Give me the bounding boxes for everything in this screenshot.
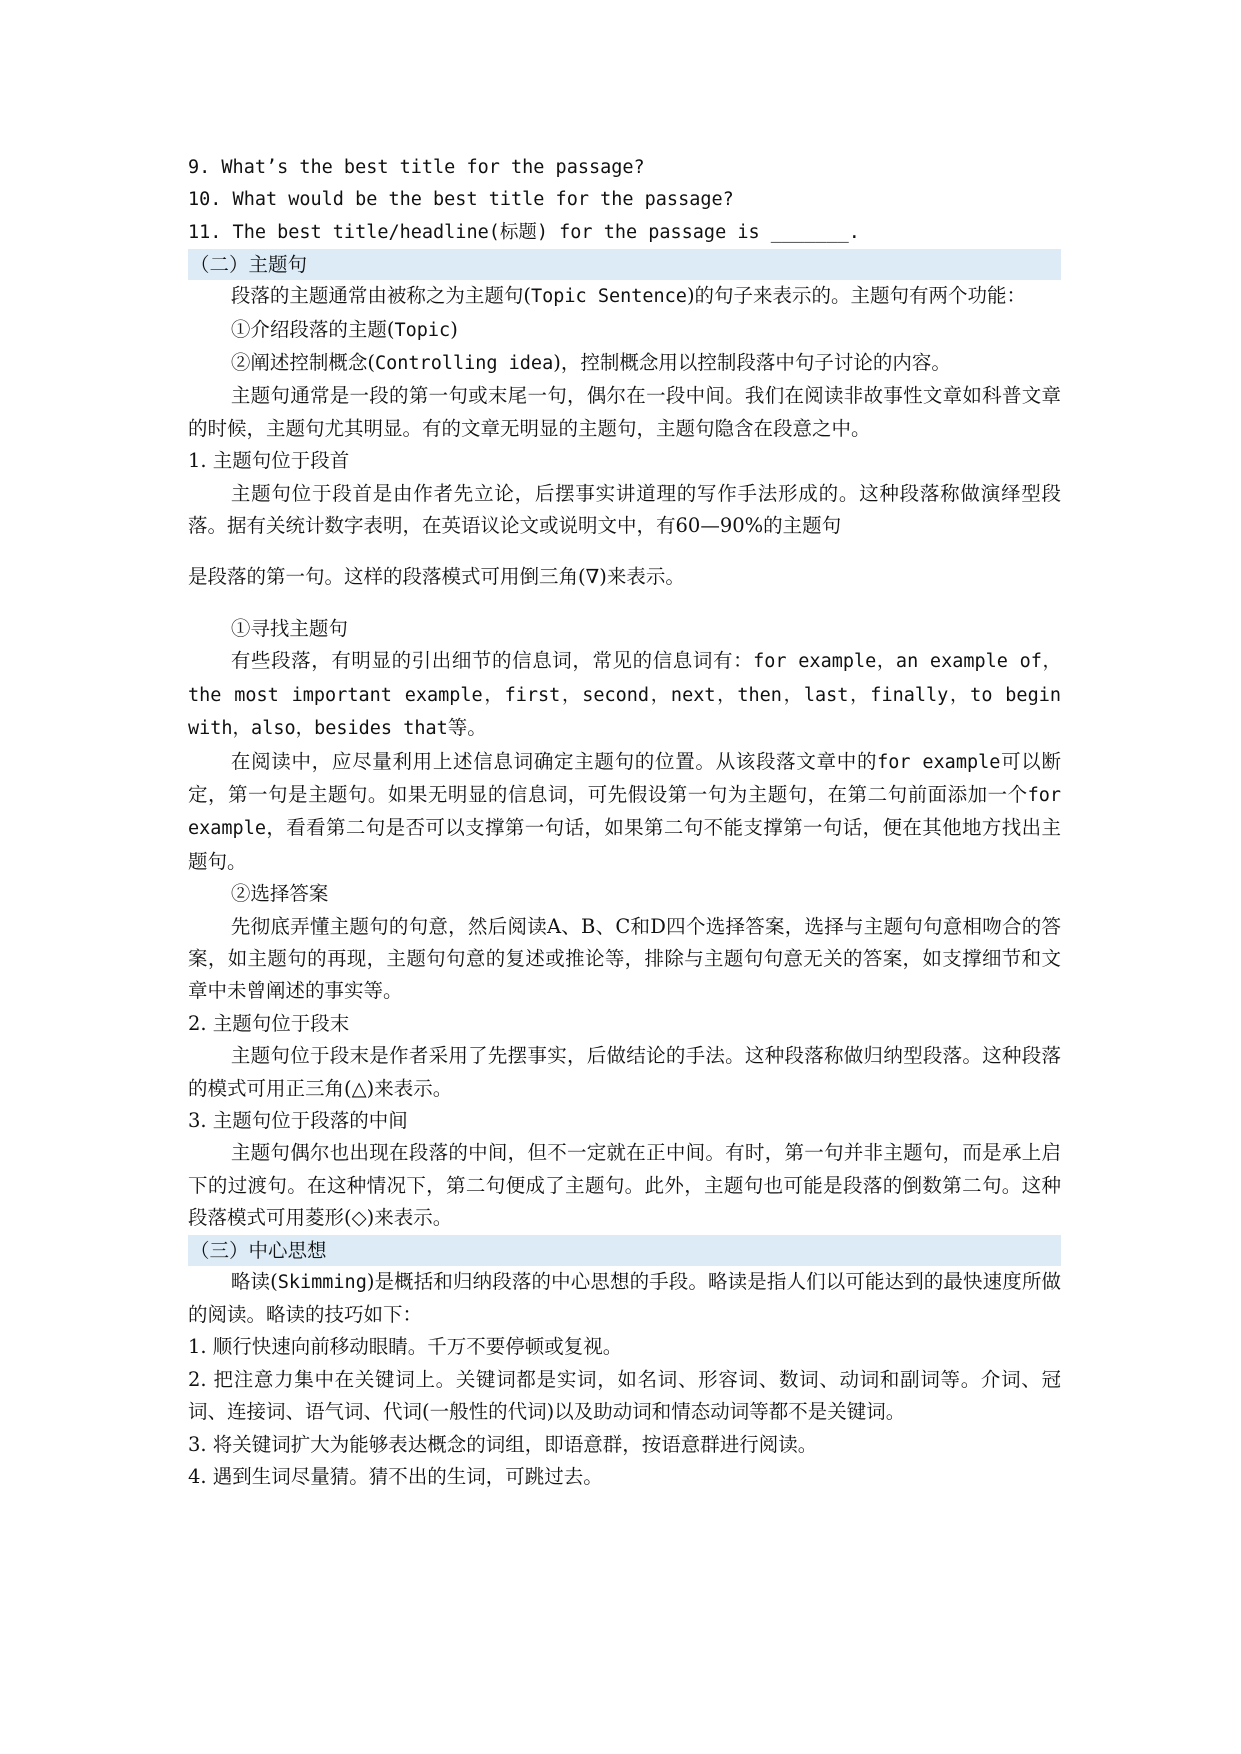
section-heading-topic-sentence: （二）主题句 (188, 249, 1061, 280)
section-heading-main-idea: （三）中心思想 (188, 1235, 1061, 1266)
signal-words-paragraph: 有些段落，有明显的引出细节的信息词，常见的信息词有：for example，an example of，the most important example，first，second，next，then，last，finally，to begin with，also，besides that等。 (188, 649, 1061, 740)
skimming-tip-3: 3. 将关键词扩大为能够表达概念的词组，即语意群，按语意群进行阅读。 (188, 1432, 818, 1456)
topic-sentence-intro: 段落的主题通常由被称之为主题句(Topic Sentence)的句子来表示的。主题句有两个功能： (230, 284, 1027, 308)
function-item-2: ②阐述控制概念(Controlling idea)，控制概念用以控制段落中句子讨论的内容。 (230, 351, 951, 375)
reading-strategy-paragraph: 在阅读中，应尽量利用上述信息词确定主题句的位置。从该段落文章中的for example可以断定，第一句是主题句。如果无明显的信息词，可先假设第一句为主题句，在第二句前面添加一个for example，看看第二句是否可以支撑第一句话，如果第二句不能支撑第一句话，便在其他地方找出主题句。 (188, 749, 1061, 873)
subheading-topic-at-end: 2. 主题句位于段末 (188, 1011, 350, 1035)
document-page (188, 152, 1061, 1493)
function-item-1: ①介绍段落的主题(Topic) (230, 317, 458, 341)
subheading-topic-at-start: 1. 主题句位于段首 (188, 449, 350, 473)
skimming-tip-4: 4. 遇到生词尽量猜。猜不出的生词，可跳过去。 (188, 1465, 603, 1489)
skimming-tip-1: 1. 顺行快速向前移动眼睛。千万不要停顿或复视。 (188, 1335, 623, 1359)
topic-at-start-paragraph-end: 是段落的第一句。这样的段落模式可用倒三角(∇)来表示。 (188, 565, 685, 589)
question-10: 10. What would be the best title for the passage? (188, 189, 734, 211)
skimming-intro-paragraph: 略读(Skimming)是概括和归纳段落的中心思想的手段。略读是指人们以可能达到的最快速度所做的阅读。略读的技巧如下： (188, 1269, 1062, 1326)
question-9: 9. What’s the best title for the passage? (188, 157, 645, 178)
topic-sentence-position-paragraph: 主题句通常是一段的第一句或末尾一句，偶尔在一段中间。我们在阅读非故事性文章如科普文章的时候，主题句尤其明显。有的文章无明显的主题句，主题句隐含在段意之中。 (188, 384, 1061, 440)
topic-at-end-paragraph: 主题句位于段末是作者采用了先摆事实，后做结论的手法。这种段落称做归纳型段落。这种段落的模式可用正三角(△)来表示。 (188, 1044, 1061, 1100)
choose-answer-heading: ②选择答案 (230, 882, 329, 906)
topic-at-start-paragraph: 主题句位于段首是由作者先立论，后摆事实讲道理的写作手法形成的。这种段落称做演绎型段落。据有关统计数字表明，在英语议论文或说明文中，有60—90%的主题句 (188, 481, 1061, 538)
subheading-topic-in-middle: 3. 主题句位于段落的中间 (188, 1108, 408, 1132)
question-11: 11. The best title/headline(标题) for the passage is _______. (188, 221, 860, 243)
skimming-tip-2: 2. 把注意力集中在关键词上。关键词都是实词，如名词、形容词、数词、动词和副词等。介词、冠词、连接词、语气词、代词(一般性的代词)以及助动词和情态动词等都不是关键词。 (188, 1367, 1061, 1424)
find-topic-sentence-heading: ①寻找主题句 (230, 616, 348, 640)
topic-in-middle-paragraph: 主题句偶尔也出现在段落的中间，但不一定就在正中间。有时，第一句并非主题句，而是承上启下的过渡句。在这种情况下，第二句便成了主题句。此外，主题句也可能是段落的倒数第二句。这种段落模式可用菱形(◇)来表示。 (188, 1141, 1061, 1230)
choose-answer-paragraph: 先彻底弄懂主题句的句意，然后阅读A、B、C和D四个选择答案，选择与主题句句意相吻合的答案，如主题句的再现，主题句句意的复述或推论等，排除与主题句句意无关的答案，如支撑细节和文章中未曾阐述的事实等。 (188, 914, 1061, 1003)
